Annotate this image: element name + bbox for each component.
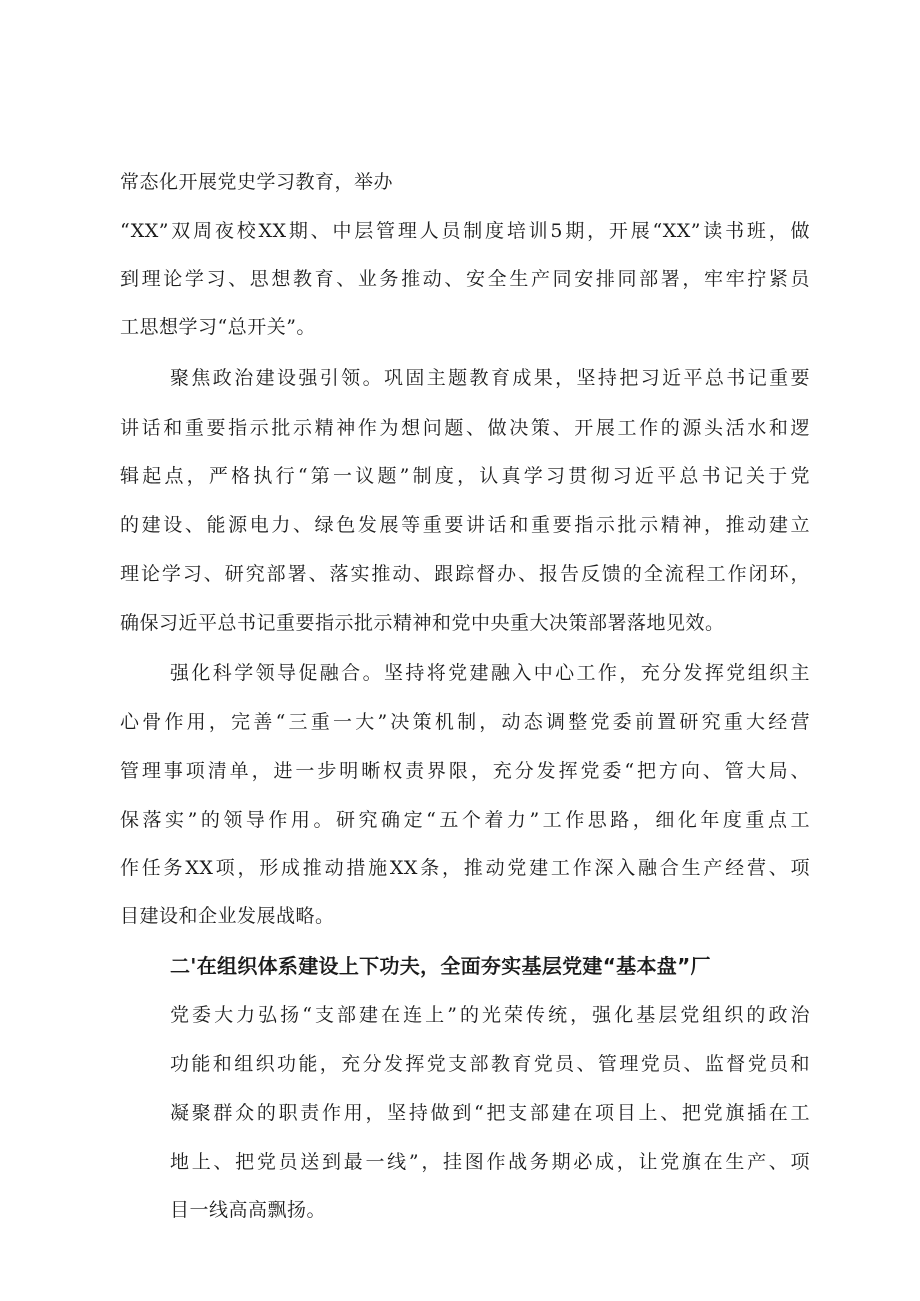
text-line: 心骨作用，完善“三重一大”决策机制，动态调整党委前置研究重大经营 bbox=[120, 711, 810, 733]
text-line: 作任务XX项，形成推动措施XX条，推动党建工作深入融合生产经营、项 bbox=[120, 857, 810, 879]
section-heading: 二'在组织体系建设上下功夫，全面夯实基层党建“基本盘”厂 bbox=[170, 954, 711, 978]
paragraph-heading-line: 强化科学领导促融合。坚持将党建融入中心工作，充分发挥党组织主 bbox=[170, 662, 810, 684]
text-line: 目建设和企业发展战略。 bbox=[120, 905, 335, 927]
text-line: 地上、把党员送到最一线”，挂图作战务期必成，让党旗在生产、项 bbox=[170, 1151, 810, 1173]
text-line: 凝聚群众的职责作用，坚持做到“把支部建在项目上、把党旗插在工 bbox=[170, 1102, 810, 1124]
text-line: 常态化开展党史学习教育，举办 bbox=[120, 171, 394, 193]
text-line: 管理事项清单，进一步明晰权责界限，充分发挥党委“把方向、管大局、 bbox=[120, 760, 810, 782]
text-line: 工思想学习“总开关”。 bbox=[120, 316, 316, 338]
text-line: 的建设、能源电力、绿色发展等重要讲话和重要指示批示精神，推动建立 bbox=[120, 514, 810, 536]
text-line: “XX”双周夜校XX期、中层管理人员制度培训5期，开展“XX”读书班，做 bbox=[120, 220, 810, 242]
text-line: 辑起点，严格执行“第一议题”制度，认真学习贯彻习近平总书记关于党 bbox=[120, 465, 810, 487]
text-line: 功能和组织功能，充分发挥党支部教育党员、管理党员、监督党员和 bbox=[170, 1053, 810, 1075]
paragraph-heading-line: 聚焦政治建设强引领。巩固主题教育成果，坚持把习近平总书记重要 bbox=[170, 367, 810, 389]
text-line: 目一线高高飘扬。 bbox=[170, 1199, 327, 1221]
text-line: 确保习近平总书记重要指示批示精神和党中央重大决策部署落地见效。 bbox=[120, 612, 725, 634]
text-line: 到理论学习、思想教育、业务推动、安全生产同安排同部署，牢牢拧紧员 bbox=[120, 268, 810, 290]
text-line: 讲话和重要指示批示精神作为想问题、做决策、开展工作的源头活水和逻 bbox=[120, 417, 810, 439]
text-line: 理论学习、研究部署、落实推动、跟踪督办、报告反馈的全流程工作闭环， bbox=[120, 563, 810, 585]
text-line: 党委大力弘扬“支部建在连上”的光荣传统，强化基层党组织的政治 bbox=[170, 1004, 810, 1026]
text-line: 保落实”的领导作用。研究确定“五个着力”工作思路，细化年度重点工 bbox=[120, 809, 810, 831]
